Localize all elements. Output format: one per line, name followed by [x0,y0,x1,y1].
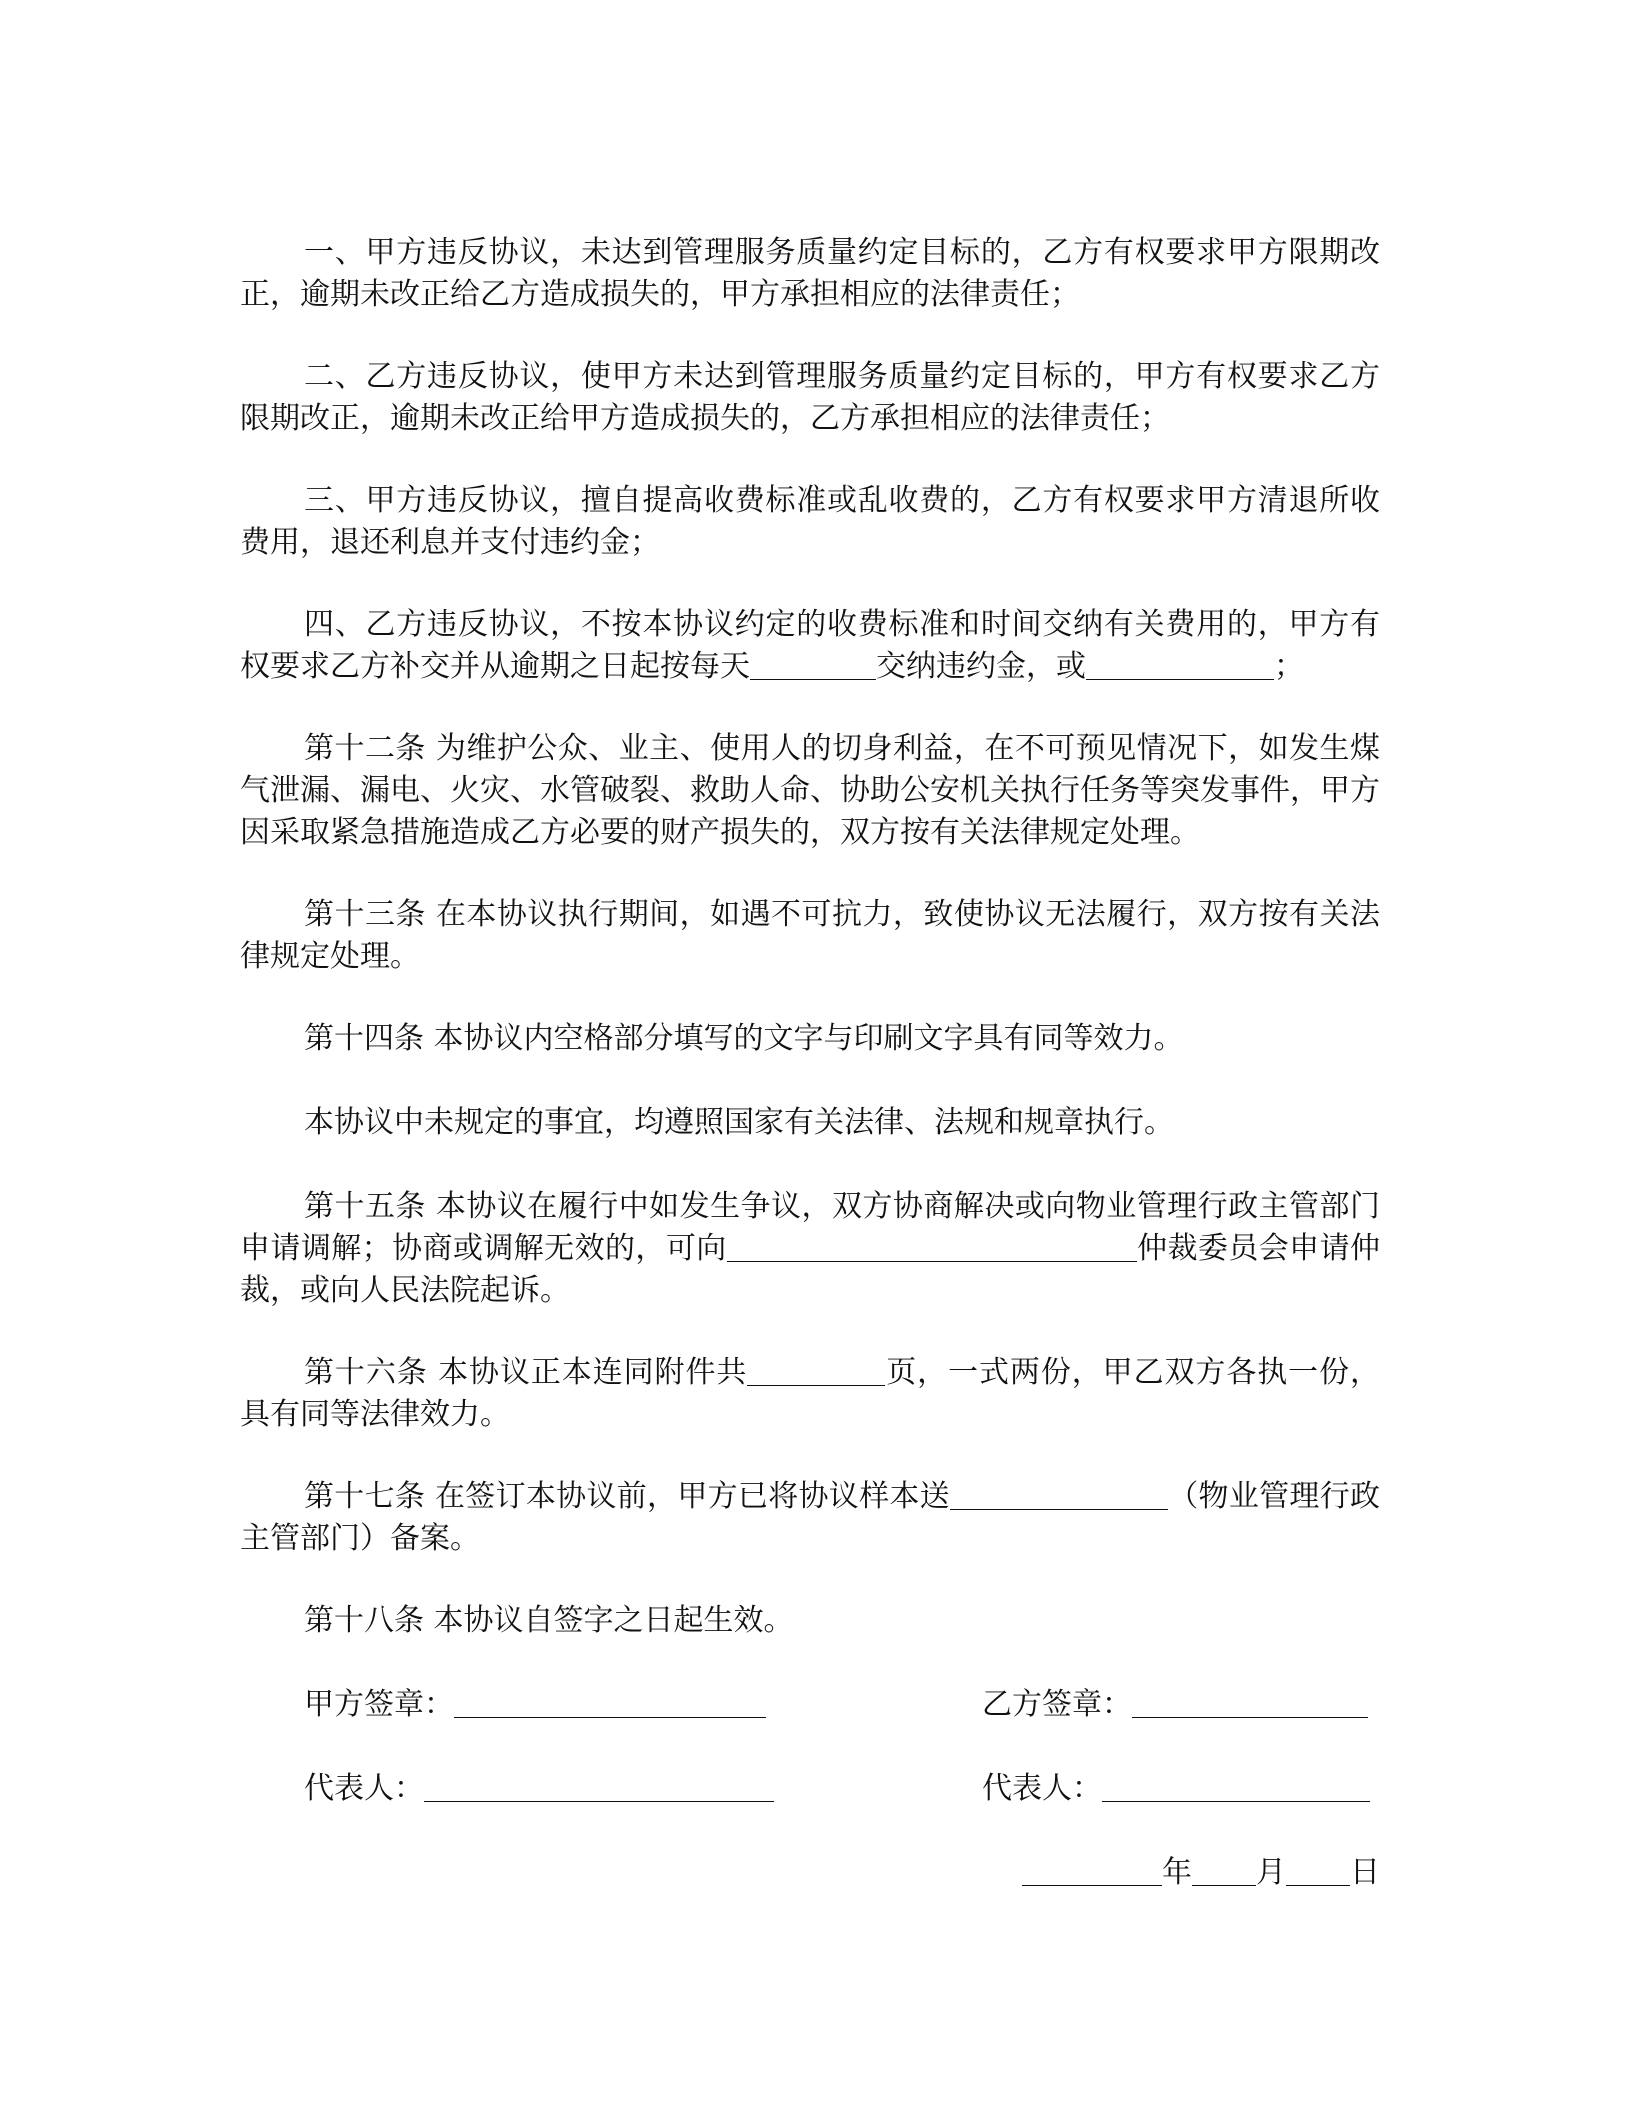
filing-department-blank[interactable] [950,1479,1168,1510]
party-a-representative [304,1768,774,1810]
party-b-representative [982,1768,1370,1810]
signing-date [1022,1852,1380,1894]
unspecified-matters: 本协议中未规定的事宜，均遵照国家有关法律、法规和规章执行。 [304,1105,1174,1140]
daily-penalty-blank[interactable] [750,649,876,680]
year-label: 年 [1162,1855,1192,1890]
party-a-seal-label: 甲方签章： [304,1687,454,1722]
seal-row [240,1684,1380,1726]
clause-1: 一、甲方违反协议，未达到管理服务质量约定目标的，乙方有权要求甲方限期改正，逾期未改正给乙方造成损失的，甲方承担相应的法律责任； [240,235,1380,312]
article-14: 第十四条 本协议内空格部分填写的文字与印刷文字具有同等效力。 [304,1021,1184,1056]
party-a-rep-label: 代表人： [304,1771,424,1806]
article-16-text-a: 第十六条 本协议正本连同附件共 [304,1355,748,1390]
agreement-page [240,232,1380,1894]
party-b-rep-blank[interactable] [1102,1771,1370,1802]
arbitration-committee-blank[interactable] [727,1231,1137,1262]
article-15-text-a: 第十五条 本协议在履行中如发生争议，双方协商解决或向物业管理行政主管部门申请调解；协商或调解无效的，可向 [240,1189,1380,1266]
article-15-text-b: 仲裁委员会申请仲裁，或向人民法院起诉。 [240,1231,1381,1308]
article-16-text-b: 页，一式两份，甲乙双方各执一份，具有同等法律效力。 [240,1355,1380,1432]
representative-row [240,1768,1380,1810]
article-15 [240,1186,1380,1312]
article-12: 第十二条 为维护公众、业主、使用人的切身利益，在不可预见情况下，如发生煤气泄漏、漏电、火灾、水管破裂、救助人命、协助公安机关执行任务等突发事件，甲方因采取紧急措施造成乙方必要的财产损失的，双方按有关法律规定处理。 [240,731,1380,850]
party-b-rep-label: 代表人： [982,1771,1102,1806]
page-count-blank[interactable] [747,1355,885,1386]
date-row [240,1852,1380,1894]
clause-4 [240,604,1380,688]
article-17-text-b: （物业管理行政主管部门）备案。 [240,1479,1380,1556]
day-label: 日 [1350,1855,1380,1890]
year-blank[interactable] [1022,1855,1162,1886]
party-b-seal-label: 乙方签章： [982,1687,1132,1722]
article-13: 第十三条 在本协议执行期间，如遇不可抗力，致使协议无法履行，双方按有关法律规定处理。 [240,897,1380,974]
clause-4-text-c: ； [1274,649,1304,684]
party-b-seal-blank[interactable] [1132,1687,1368,1718]
day-blank[interactable] [1286,1855,1350,1886]
party-a-seal [304,1684,766,1726]
clause-2: 二、乙方违反协议，使甲方未达到管理服务质量约定目标的，甲方有权要求乙方限期改正，逾期未改正给甲方造成损失的，乙方承担相应的法律责任； [240,359,1380,436]
month-label: 月 [1256,1855,1286,1890]
article-16 [240,1352,1380,1436]
penalty-alternative-blank[interactable] [1086,649,1274,680]
party-a-rep-blank[interactable] [424,1771,774,1802]
month-blank[interactable] [1192,1855,1256,1886]
party-b-seal [982,1684,1368,1726]
clause-4-text-b: 交纳违约金，或 [876,649,1086,684]
clause-3: 三、甲方违反协议，擅自提高收费标准或乱收费的，乙方有权要求甲方清退所收费用，退还利息并支付违约金； [240,483,1380,560]
article-17 [240,1476,1380,1560]
article-18: 第十八条 本协议自签字之日起生效。 [304,1603,794,1638]
clause-4-text-a: 四、乙方违反协议，不按本协议约定的收费标准和时间交纳有关费用的，甲方有权要求乙方补交并从逾期之日起按每天 [240,607,1380,684]
party-a-seal-blank[interactable] [454,1687,766,1718]
article-17-text-a: 第十七条 在签订本协议前，甲方已将协议样本送 [304,1479,950,1514]
